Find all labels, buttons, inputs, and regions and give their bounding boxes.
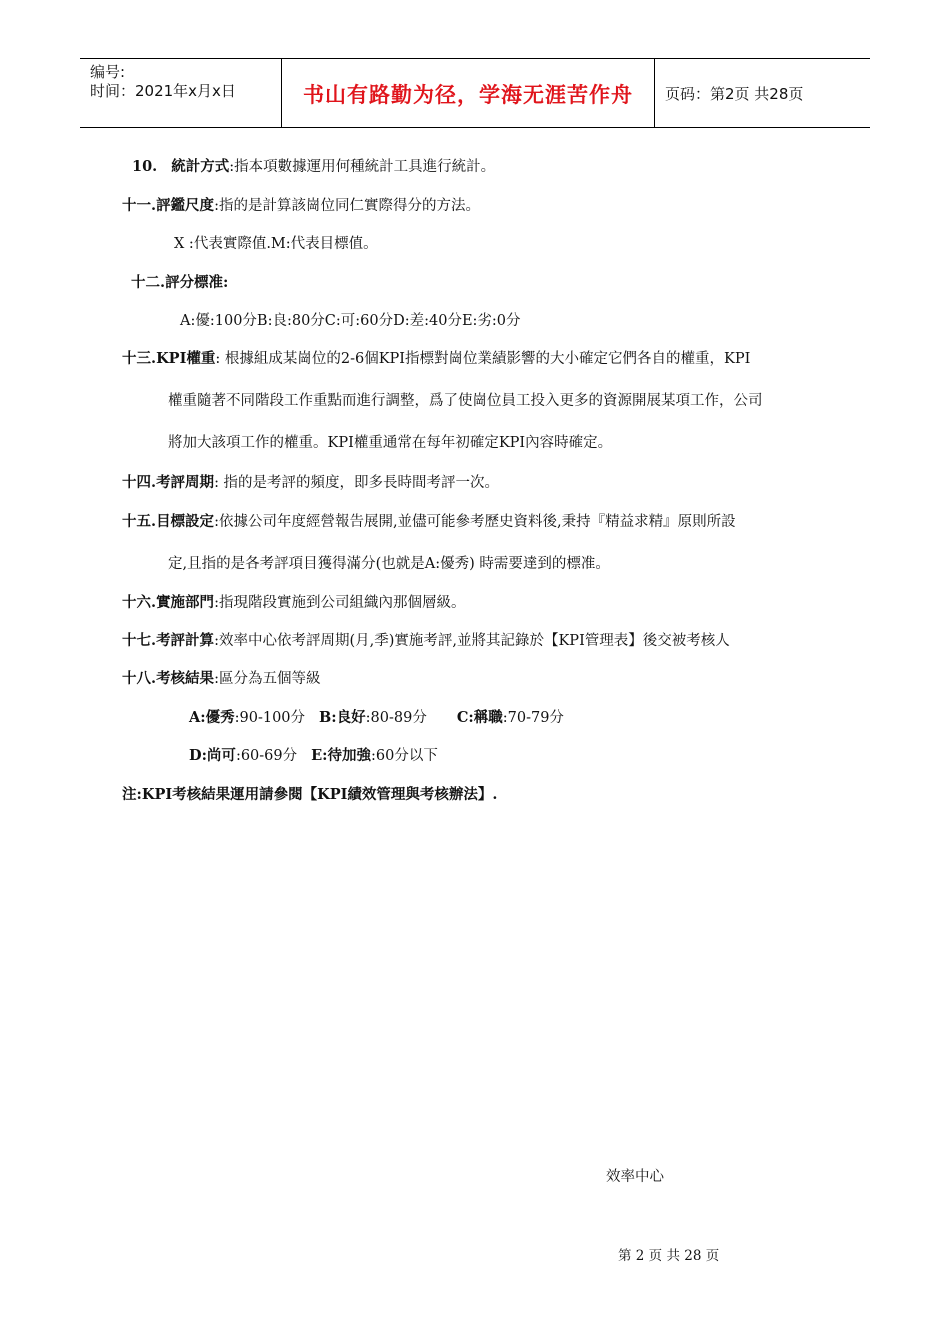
item-number: 十七. (122, 632, 157, 649)
header-page-info: 页码：第2页 共28页 (665, 85, 804, 103)
grades-row-1 (189, 708, 564, 728)
item-title: 考核結果 (156, 670, 215, 687)
grade-range: :80-89分 (365, 710, 427, 726)
doc-time: 时间：2021年x月x日 (90, 82, 236, 100)
grade-range: :70-79分 (502, 710, 564, 726)
item-10 (132, 157, 495, 177)
signature: 效率中心 (606, 1169, 664, 1185)
item-text: : 指的是考評的頻度，即多長時間考評一次。 (214, 475, 500, 491)
item-15-cont: 定,且指的是各考評項目獲得滿分(也就是A:優秀) 時需要達到的標准。 (168, 556, 610, 572)
item-text: :指現階段實施到公司組織內那個層級。 (214, 595, 466, 611)
item-text: :區分為五個等級 (214, 671, 321, 687)
item-text: :指本項數據運用何種統計工具進行統計。 (229, 159, 496, 175)
item-title: 統計方式 (171, 158, 230, 175)
page-footer: 第 2 页 共 28 页 (618, 1248, 720, 1264)
grade-range: :60-69分 (235, 748, 298, 764)
item-title: 考評周期 (156, 474, 215, 491)
grade-range: :60分以下 (371, 748, 438, 764)
grade-range: :90-100分 (234, 710, 306, 726)
item-18 (122, 669, 320, 689)
item-12-scores: A:優:100分B:良:80分C:可:60分D:差:40分E:劣:0分 (180, 313, 521, 329)
item-11-note: X :代表實際值.M:代表目標值。 (174, 236, 378, 252)
item-number: 十二. (131, 274, 166, 291)
item-number: 十一. (122, 197, 157, 214)
item-17 (122, 631, 730, 651)
header-divider (654, 59, 655, 127)
item-title: KPI權重 (156, 350, 216, 367)
item-title: 實施部門 (156, 594, 215, 611)
item-15 (122, 512, 736, 532)
item-number: 十四. (122, 474, 157, 491)
item-12 (131, 273, 228, 293)
grade-label: E:待加強 (311, 747, 372, 764)
item-number: 十八. (122, 670, 157, 687)
item-14 (122, 473, 499, 493)
page-header (80, 58, 870, 128)
item-11 (122, 196, 480, 216)
item-text: :依據公司年度經營報告展開,並儘可能參考歷史資料後,秉持『精益求精』原則所設 (214, 514, 736, 530)
header-motto: 书山有路勤为径，学海无涯苦作舟 (303, 83, 633, 107)
item-13-cont: 將加大該項工作的權重。KPI權重通常在每年初確定KPI內容時確定。 (168, 435, 613, 451)
item-13 (122, 349, 750, 369)
kpi-note: 注:KPI考核結果運用請參閱【KPI績效管理與考核辦法】. (122, 786, 498, 803)
grade-label: D:尚可 (189, 747, 236, 764)
item-number: 十六. (122, 594, 157, 611)
item-number: 十五. (122, 513, 157, 530)
item-number: 10. (132, 158, 158, 175)
grade-label: B:良好 (319, 709, 366, 726)
grades-row-2 (189, 746, 438, 766)
item-title: 評分標准: (165, 274, 229, 291)
doc-number-label: 编号: (90, 63, 126, 81)
item-text: :效率中心依考評周期(月,季)實施考評,並將其記錄於【KPI管理表】後交被考核人 (214, 633, 730, 649)
item-13-cont: 權重隨著不同階段工作重點而進行調整，爲了使崗位員工投入更多的資源開展某項工作，公司 (168, 393, 763, 409)
item-16 (122, 593, 465, 613)
item-title: 目標設定 (156, 513, 215, 530)
item-text: : 根據組成某崗位的2-6個KPI指標對崗位業績影響的大小確定它們各自的權重，KPI (215, 351, 751, 367)
grade-label: A:優秀 (189, 709, 235, 726)
grade-label: C:稱職 (456, 709, 503, 726)
item-number: 十三. (122, 350, 157, 367)
item-text: :指的是計算該崗位同仁實際得分的方法。 (214, 198, 480, 214)
header-meta (90, 63, 236, 101)
item-title: 評鑑尺度 (156, 197, 215, 214)
item-title: 考評計算 (156, 632, 215, 649)
